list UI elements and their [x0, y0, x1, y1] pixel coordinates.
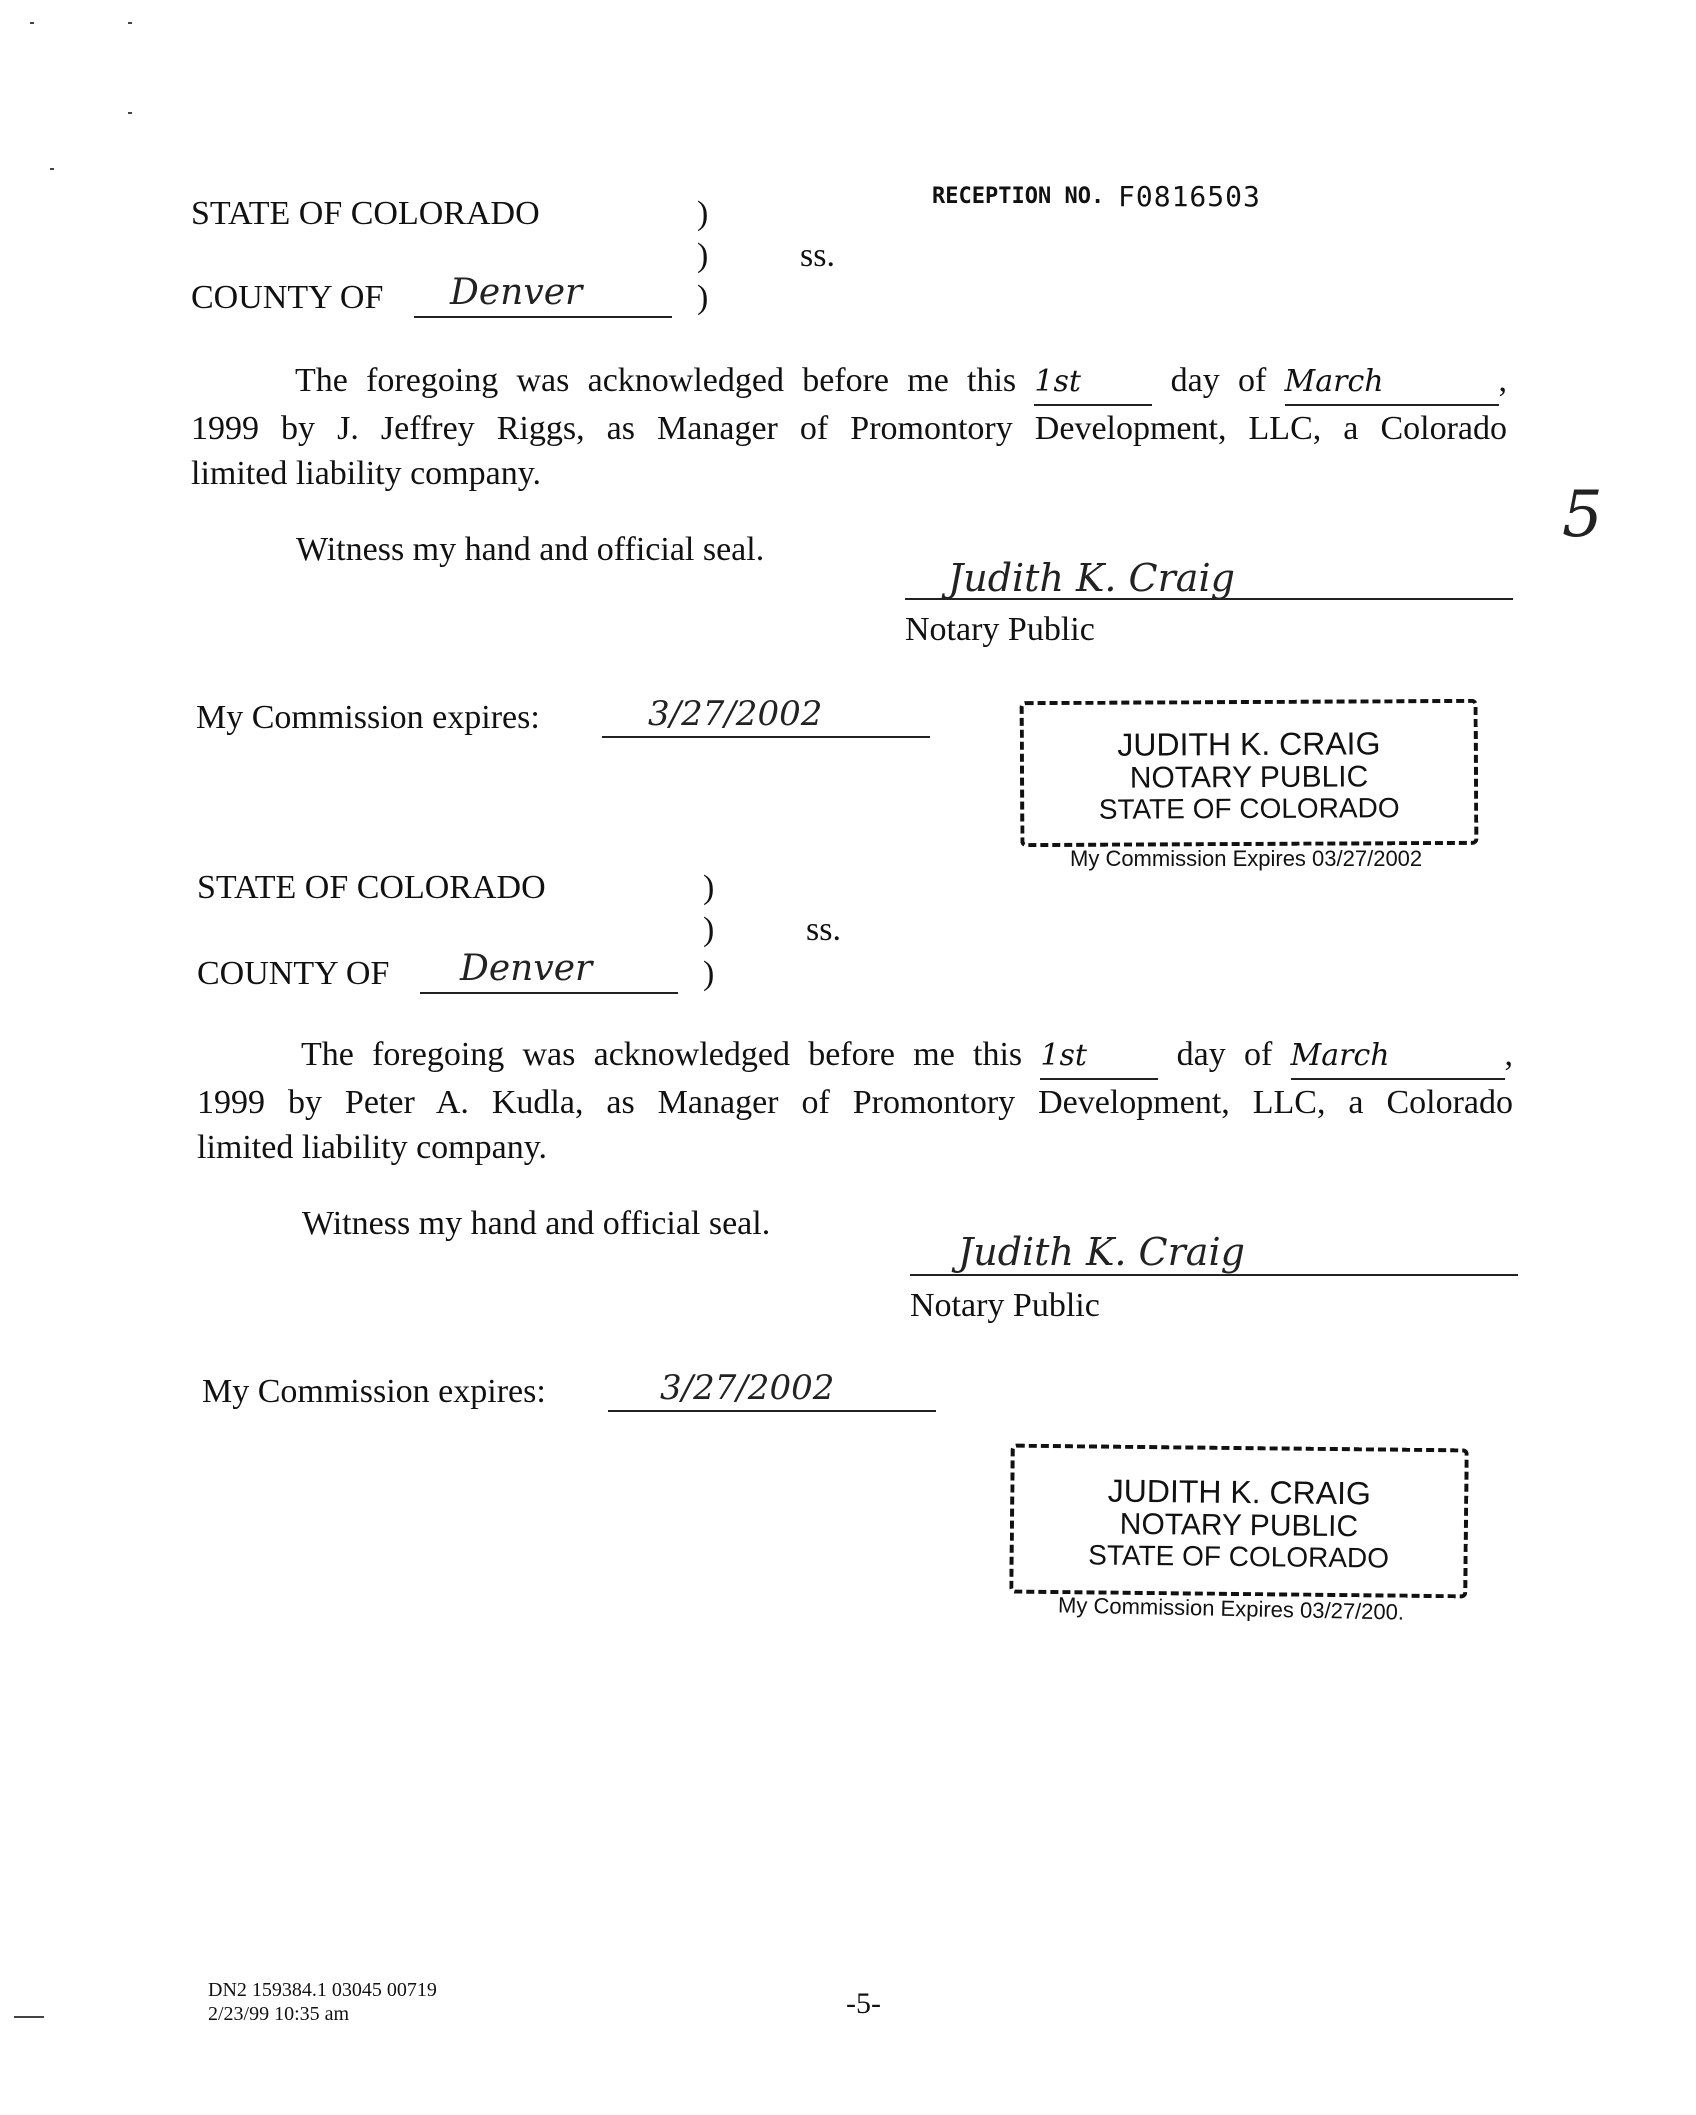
day-of: day of: [1170, 362, 1267, 399]
witness-statement: Witness my hand and official seal.: [296, 531, 765, 568]
ack-line-2: 1999 by Peter A. Kudla, as Manager of Promontory Development, LLC, a Colorado: [197, 1084, 1513, 1121]
commission-underline: [608, 1410, 936, 1412]
commission-underline: [602, 736, 930, 738]
commission-value: 3/27/2002: [648, 694, 823, 734]
ss-label: ss.: [806, 911, 841, 948]
venue-paren: ): [697, 279, 709, 316]
page-number: -5-: [846, 1987, 881, 2020]
month-field: [1291, 1032, 1505, 1080]
day-field: [1034, 358, 1152, 406]
stamp-title: NOTARY PUBLIC: [1119, 1507, 1359, 1544]
scan-speck: [14, 2016, 44, 2018]
ack-line-3: limited liability company.: [191, 455, 542, 492]
comma: ,: [1498, 362, 1508, 399]
venue-paren: ): [703, 955, 715, 992]
day-value: 1st: [1034, 364, 1081, 399]
stamp-expiration: My Commission Expires 03/27/2002: [1070, 846, 1423, 871]
witness-statement: Witness my hand and official seal.: [302, 1205, 771, 1242]
notary-public-label: Notary Public: [905, 611, 1095, 648]
county-label: COUNTY OF: [191, 279, 384, 316]
stamp-name: JUDITH K. CRAIG: [1107, 1472, 1372, 1512]
venue-paren: ): [703, 869, 715, 906]
state-label: STATE OF COLORADO: [191, 195, 540, 232]
county-value: Denver: [460, 948, 593, 989]
stamp-state: STATE OF COLORADO: [1098, 792, 1400, 825]
footer-timestamp: 2/23/99 10:35 am: [208, 2003, 350, 2025]
ack-line-2: 1999 by J. Jeffrey Riggs, as Manager of Promontory Development, LLC, a Colorado: [191, 410, 1507, 447]
stamp-state: STATE OF COLORADO: [1088, 1539, 1390, 1574]
notary-public-label: Notary Public: [910, 1287, 1100, 1324]
commission-label: My Commission expires:: [202, 1373, 546, 1410]
stamp-title: NOTARY PUBLIC: [1129, 760, 1369, 795]
ss-label: ss.: [800, 237, 835, 274]
notary-stamp: [1020, 699, 1479, 847]
commission-label: My Commission expires:: [196, 699, 540, 736]
venue-paren: ): [697, 195, 709, 232]
reception-label: RECEPTION NO.: [932, 184, 1105, 209]
county-underline: [414, 316, 672, 318]
ack-line-3: limited liability company.: [197, 1129, 548, 1166]
comma: ,: [1504, 1036, 1514, 1073]
scan-speck: [128, 22, 132, 24]
notary-signature: Judith K. Craig: [948, 556, 1235, 600]
county-value: Denver: [450, 272, 583, 313]
scan-speck: [30, 22, 34, 24]
reception-number: F0816503: [1118, 180, 1261, 213]
day-value: 1st: [1040, 1038, 1087, 1073]
scan-speck: [50, 168, 54, 170]
signature-line: [905, 598, 1513, 600]
notary-signature: Judith K. Craig: [958, 1230, 1245, 1274]
notary-stamp: [1009, 1444, 1469, 1599]
day-of: day of: [1176, 1036, 1273, 1073]
acknowledgment-paragraph: [197, 1032, 1513, 1170]
venue-paren: ): [703, 911, 715, 948]
month-value: March: [1284, 364, 1384, 399]
day-field: [1040, 1032, 1158, 1080]
county-label: COUNTY OF: [197, 955, 390, 992]
commission-value: 3/27/2002: [660, 1368, 835, 1408]
stamp-name: JUDITH K. CRAIG: [1117, 725, 1381, 763]
state-label: STATE OF COLORADO: [197, 869, 546, 906]
venue-paren: ): [697, 237, 709, 274]
month-value: March: [1290, 1038, 1390, 1073]
signature-line: [910, 1274, 1518, 1276]
footer-doc-id: DN2 159384.1 03045 00719: [208, 1979, 437, 2001]
ack-intro: The foregoing was acknowledged before me this: [301, 1036, 1023, 1073]
acknowledgment-paragraph: [191, 358, 1507, 496]
month-field: [1285, 358, 1499, 406]
ack-intro: The foregoing was acknowledged before me this: [295, 362, 1017, 399]
scan-speck: [128, 112, 132, 114]
stamp-expiration: My Commission Expires 03/27/200.: [1057, 1592, 1405, 1625]
margin-page-mark: 5: [1562, 478, 1603, 552]
county-underline: [420, 992, 678, 994]
